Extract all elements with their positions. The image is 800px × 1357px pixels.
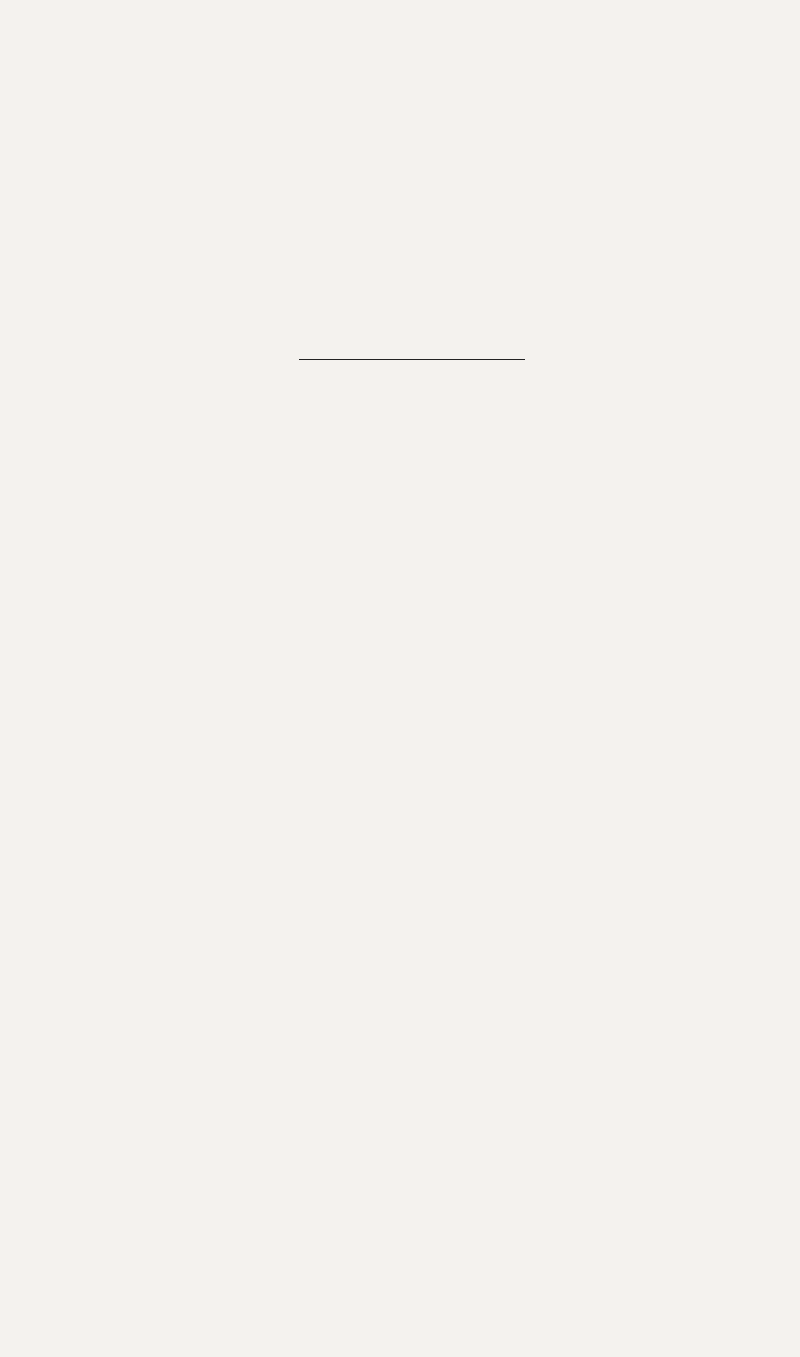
section-divider xyxy=(299,359,525,360)
page-header xyxy=(62,44,768,68)
